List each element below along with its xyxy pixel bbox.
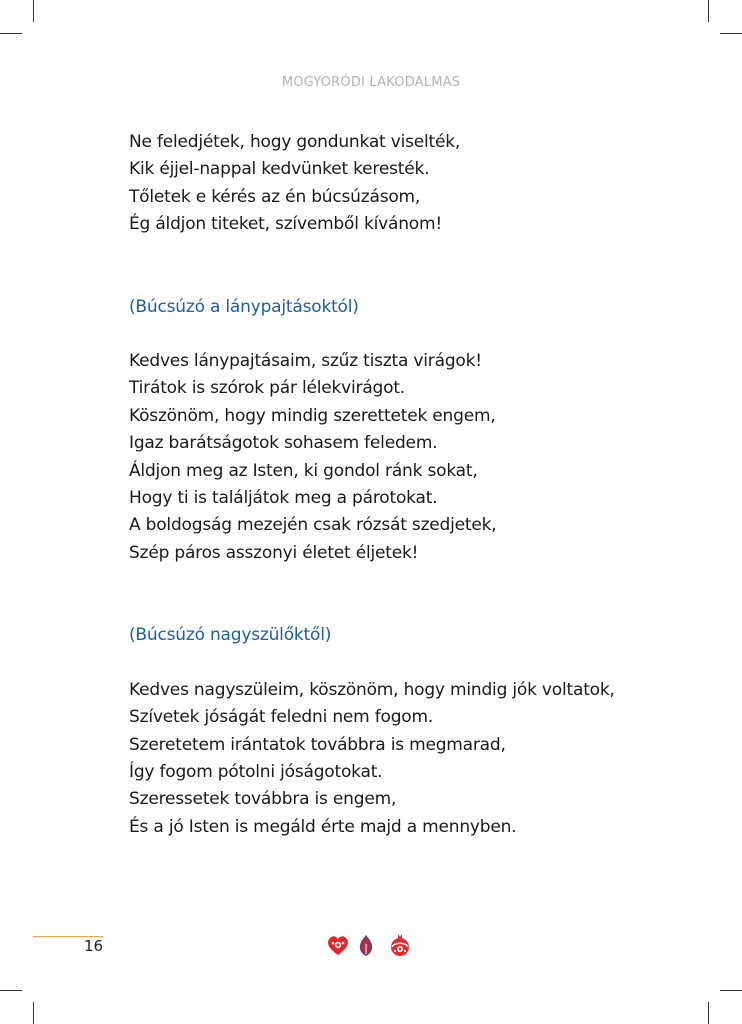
verse-line: A boldogság mezején csak rózsát szedjetek, [129,515,497,536]
verse-line: Kik éjjel-nappal kedvünket keresték. [129,159,430,180]
verse-line: Szeressetek továbbra is engem, [129,789,397,810]
footer-ornament [326,932,412,958]
stanza-3 [129,677,689,841]
verse-line: Szívetek jóságát feledni nem fogom. [129,707,434,728]
crop-mark [33,0,34,22]
verse-line: Kedves lánypajtásaim, szűz tiszta virágok! [129,351,482,372]
verse-line: Ne feledjétek, hogy gondunkat viselték, [129,132,461,152]
pomegranate-icon [391,934,409,956]
verse-line: Szép páros asszonyi életet éljetek! [129,542,419,563]
stanza-2 [129,348,689,567]
verse-line: Igaz barátságotok sohasem feledem. [129,433,438,454]
stanza-1 [129,129,689,239]
verse-line: És a jó Isten is megáld érte majd a mennyben. [129,816,517,837]
page-content [129,129,689,841]
verse-line: Tirátok is szórok pár lélekvirágot. [129,378,405,399]
crop-mark [0,990,22,991]
crop-mark [720,990,742,991]
crop-mark [720,33,742,34]
section-heading: (Búcsúzó nagyszülőktől) [129,625,332,646]
crop-mark [708,1002,709,1024]
verse-line: Kedves nagyszüleim, köszönöm, hogy mindig jók voltatok, [129,679,615,700]
page-number: 16 [84,937,104,955]
verse-line: Ég áldjon titeket, szívemből kívánom! [129,214,442,235]
crop-mark [0,33,22,34]
verse-line: Hogy ti is találjátok meg a párotokat. [129,488,438,509]
verse-line: Áldjon meg az Isten, ki gondol ránk sokat, [129,460,478,481]
verse-line: Így fogom pótolni jóságotokat. [129,761,383,782]
section-heading: (Búcsúzó a lánypajtásoktól) [129,296,359,317]
crop-mark [33,1002,34,1024]
heart-flower-icon [328,936,348,955]
verse-line: Köszönöm, hogy mindig szerettetek engem, [129,405,496,426]
running-head: MOGYORÓDI LAKODALMAS [281,75,461,90]
verse-line: Szeretetem irántatok továbbra is megmarad, [129,734,506,755]
crop-mark [708,0,709,22]
tulip-icon [360,935,372,956]
verse-line: Tőletek e kérés az én búcsúzásom, [129,186,421,207]
